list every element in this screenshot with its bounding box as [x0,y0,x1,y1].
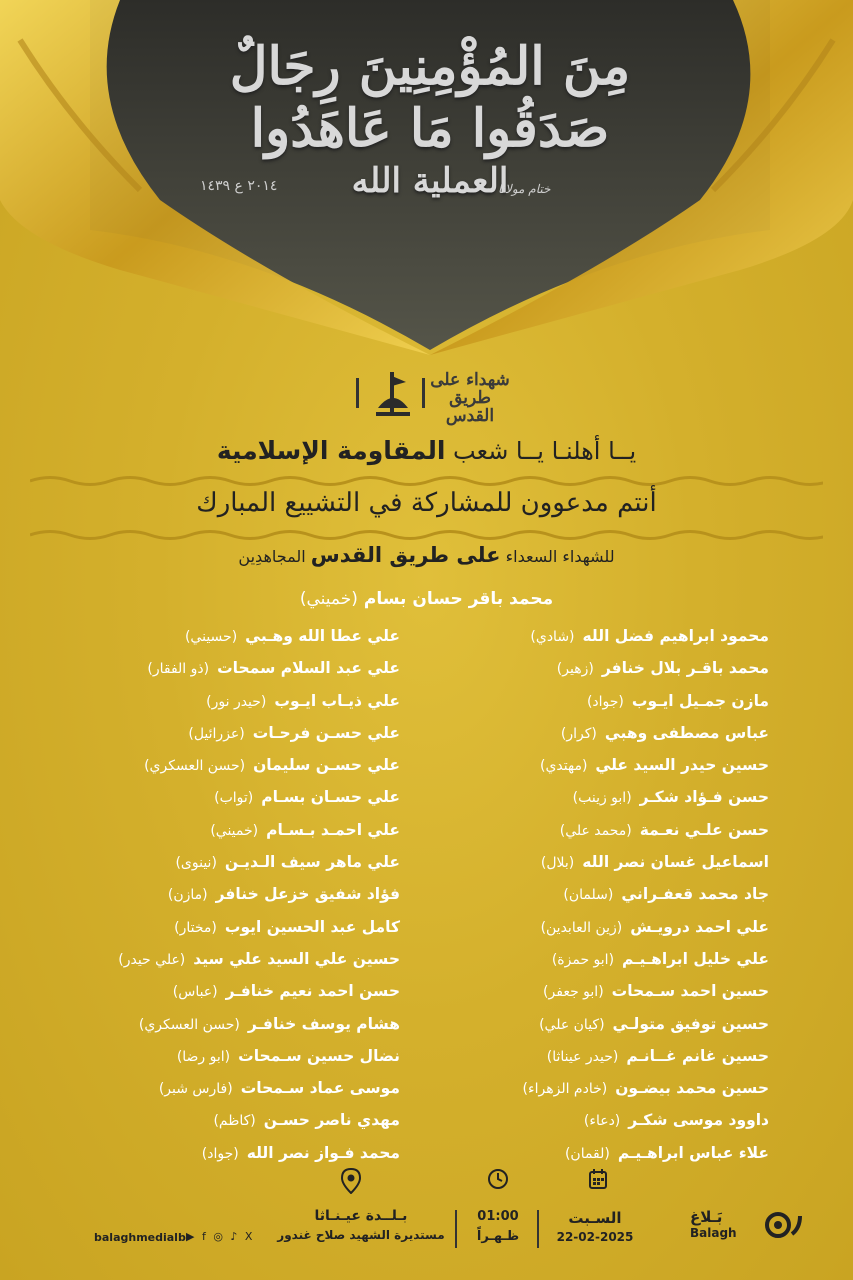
list-item: علي احمد درويـش(زين العابدين) [540,917,769,936]
list-item: حسين احمد سـمحات(ابو جعفر) [543,982,769,1001]
list-item: علي احمـد بـسـام(خميني) [210,820,400,839]
resistance-emblem-icon [370,368,416,422]
clock-icon [487,1168,509,1190]
list-item: حسن احمد نعيم خنافـر(عباس) [172,982,400,1001]
list-item: محمد فـواز نصر الله(جواد) [201,1143,400,1162]
invitation-line-3: للشهداء السعداء على طريق القدس المجاهدِين [238,543,615,567]
list-item: علاء عباس ابراهـيـم(لقمان) [564,1143,769,1162]
list-item: موسى عماد سـمحات(فارس شبر) [158,1079,400,1098]
calendar-icon [588,1168,608,1190]
list-item: علي عبد السلام سمحات(ذو الفقار) [147,659,400,678]
invitation-line-1: يــا أهلنـا يــا شعب المقاومة الإسلامية [216,436,637,465]
list-item: حسين غانم غــانـم(حيدر عيناثا) [546,1046,769,1065]
list-item: جاد محمد قعفـراني(سلمان) [563,885,769,904]
martyrs-logo: شهداء على طريق القدس [430,370,510,426]
invitation-line-2: أنتم مدعوون للمشاركة في التشييع المبارك [196,488,657,518]
list-item: علي عطا الله وهـبي(حسيني) [184,627,400,645]
martyrs-list-right [369,620,769,1169]
list-item: عباس مصطفى وهبي(كرار) [560,723,769,742]
brand-name-ar: بَـلاغ [690,1208,723,1226]
divider [455,1210,457,1248]
calligraphy-year: ٢٠١٤ ع ١٤٣٩ [200,178,278,194]
quran-calligraphy: مِنَ المُؤْمِنِينَ رِجَالٌ صَدَقُوا مَا عَاهَدُوا العملية الله [229,36,631,201]
location-pin-icon [340,1168,362,1194]
list-item: حسن فـؤاد شكـر(ابو زينب) [572,788,769,807]
divider [356,378,359,408]
list-item: علي ماهر سيف الـديـن(نينوى) [175,853,400,872]
list-item: علي حسـان بسـام(تواب) [214,788,400,807]
list-item: هشام يوسف خنافـر(حسن العسكري) [138,1014,400,1033]
list-item: نضال حسين سـمحات(ابو رضا) [176,1046,400,1065]
list-item: مهدي ناصر حسـن(كاظم) [213,1111,400,1130]
list-item: علي خليل ابراهـيـم(ابو حمزة) [551,949,769,968]
list-item: كامل عبد الحسين ايوب(مختار) [174,917,400,936]
list-item: علي ذيـاب ايـوب(حيدر نور) [206,691,400,710]
list-item: علي حسـن سليمان(حسن العسكري) [144,756,400,775]
social-icons[interactable]: ▶ f ◎ ♪ X [186,1230,255,1243]
decorative-wave [30,528,823,542]
brand-name-en: Balagh [690,1226,737,1240]
list-item: حسين محمد بيضـون(خادم الزهراء) [522,1079,769,1098]
list-item: حسين حيدر السيد علي(مهتدي) [540,756,769,775]
event-day: السـبت [568,1209,622,1227]
martyrs-list-left [0,620,400,1169]
event-town: بـلــدة عيـنـاثا [314,1208,408,1224]
list-item: حسين علي السيد علي سيد(علي حيدر) [118,949,400,968]
list-item: محمود ابراهيم فضل الله(شادي) [530,627,769,645]
divider [537,1210,539,1248]
decorative-wave [30,474,823,488]
list-item: محمد باقـر بلال خنافر(زهير) [556,659,769,678]
event-venue: مستديرة الشهيد صلاح غندور [277,1228,445,1242]
list-item: حسن علـي نعـمة(محمد علي) [559,820,769,839]
list-item: علي حسـن فرحـات(عزرائيل) [188,723,400,742]
list-item: مازن جمـيل ايـوب(جواد) [586,691,769,710]
event-period: ظـهـراً [476,1229,520,1244]
list-item: داوود موسى شكـر(دعاء) [583,1111,769,1130]
list-item: فؤاد شفيق خزعل خنافر(مازن) [167,885,400,904]
event-date: 22-02-2025 [556,1230,634,1244]
balagh-logo-icon [762,1208,806,1242]
list-item: حسين توفيق متولـي(كيان علي) [539,1014,769,1033]
social-handle[interactable]: balaghmedialb [94,1231,186,1244]
calligraphy-signature: ختام مولانا [498,182,551,196]
divider [422,378,425,408]
logo-row [0,360,853,430]
list-item: اسماعيل غسان نصر الله(بلال) [540,853,769,872]
event-time: 01:00 [477,1209,519,1224]
lead-martyr: محمد باقر حسان بسام(خميني) [299,589,554,609]
